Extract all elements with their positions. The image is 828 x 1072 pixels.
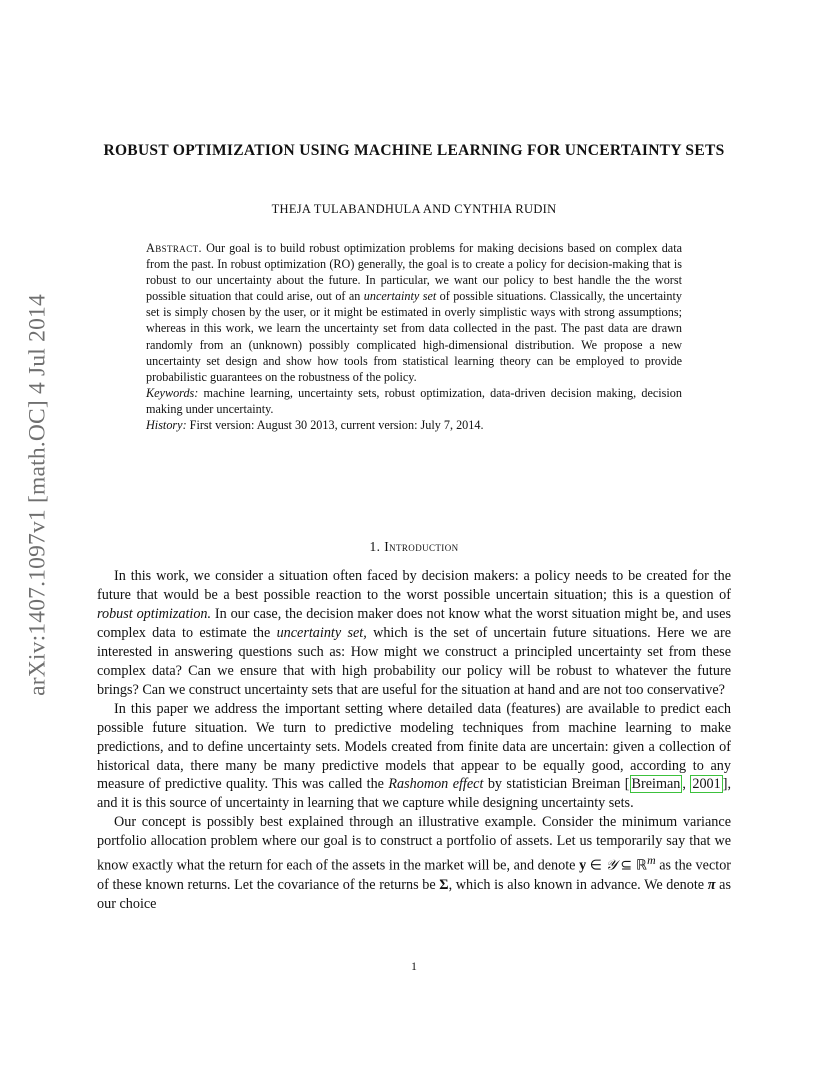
abstract-section	[146, 240, 682, 433]
page-number: 1	[411, 961, 417, 973]
math-sigma: Σ	[439, 876, 449, 893]
abstract-text-part: Our goal is to build robust optimization problems for making decisions based on complex data from the past. In robust optimization (RO) generally, the goal is to create a policy for decision-making that is robust to our uncertainty about the future. In particular, we want our policy to best handle the the worst possible situation that could arise, out of an	[146, 241, 682, 304]
paper-title: ROBUST OPTIMIZATION USING MACHINE LEARNING FOR UNCERTAINTY SETS	[103, 142, 725, 159]
body-text: In this paper we address the important setting where detailed data (features) are available to predict each possible future situation. We turn to predictive modeling techniques from machine learning to make predictions, and to define uncertainty sets. Models created from finite data are uncertain: given a collection of historical data, there many be many predictive models that appear to be equally good, according to any measure of predictive quality. This was called the	[97, 700, 731, 793]
abstract-emphasis: uncertainty set	[363, 289, 437, 304]
body-text: by statistician Breiman	[483, 776, 625, 793]
body-paragraph	[97, 813, 731, 914]
body-text: , which is also known in advance. We denote	[448, 876, 708, 893]
math-superscript: m	[647, 853, 656, 868]
abstract-label: Abstract.	[146, 241, 202, 255]
body-text: Our concept is possibly best explained through an illustrative example. Consider the minimum variance portfolio allocation problem where our goal is to construct a portfolio of assets. Let us temporarily say that we know exactly what the return for each of the assets in the market will be, and denote	[97, 814, 731, 875]
citation-link-author[interactable]: Breiman	[631, 776, 681, 793]
section-number: 1.	[369, 539, 385, 554]
arxiv-sidebar	[18, 290, 58, 700]
body-text: In our case, the decision maker does not know what the worst situation might be, and uses complex data to estimate the	[97, 605, 731, 641]
body-paragraph: In this paper we address the important setting where detailed data (features) are available to predict each possible future situation. We turn to predictive modeling techniques from machine learning to make predictions, and to define uncertainty sets. Models created from finite data are uncertain: given a collection of historical data, there many be many predictive models that appear to be equally good, according to any measure of predictive quality. This was called the Rashomon effect by statistician Breiman [ Breiman , 2001 ], and it is this source of uncertainty in learning that we capture while designing uncertainty sets.	[97, 700, 732, 812]
math-pi: π	[707, 876, 716, 893]
body-paragraph	[97, 567, 731, 700]
section-title: Introduction	[384, 539, 459, 554]
math-vector-y: y	[579, 858, 587, 875]
body-emphasis: uncertainty set,	[276, 624, 367, 641]
history-text: First version: August 30 2013, current version: July 7, 2014.	[186, 418, 484, 433]
body-text: In this work, we consider a situation often faced by decision makers: a policy needs to be created for the future that would be a best possible reaction to the worst possible uncertain situation; this is a question of	[97, 568, 731, 603]
section-heading-introduction	[97, 539, 731, 555]
math-symbol: ∈	[586, 858, 606, 875]
body-text: which is the set of uncertain future situations. Here we are interested in answering questions such as: How might we construct a principled uncertainty set from these complex data? Can we ensure that with high probability our policy will be robust to whatever the future brings? Can we construct uncertainty sets that are useful for the situation at hand and are not too conservative?	[97, 624, 731, 698]
introduction-body	[97, 567, 731, 914]
keywords-label: Keywords:	[146, 385, 199, 400]
keywords-line	[146, 385, 682, 417]
body-emphasis: robust optimization.	[97, 605, 212, 622]
math-symbol: ⊆ ℝ	[616, 858, 648, 875]
paper-authors: THEJA TULABANDHULA AND CYNTHIA RUDIN	[271, 202, 557, 216]
history-line	[146, 417, 682, 433]
body-text: as our choice	[97, 876, 731, 912]
body-text: as the vector of these known returns. Let the covariance of the returns be	[97, 858, 732, 893]
abstract-text-part: of possible situations. Classically, the uncertainty set is simply chosen by the user, or it might be estimated in overly simplistic ways with strong assumptions; whereas in this work, we learn the uncertainty set from data collected in the past. The past data are drawn randomly from an (unknown) possibly complicated high-dimensional distribution. We propose a new uncertainty set design and show how tools from statistical learning theory can be employed to provide probabilistic guarantees on the robustness of the policy.	[146, 289, 682, 384]
math-set-y: 𝒴	[605, 858, 617, 875]
citation-link-year[interactable]: 2001	[692, 776, 721, 793]
abstract-paragraph	[146, 240, 682, 385]
keywords-text: machine learning, uncertainty sets, robust optimization, data-driven decision making, decision making under uncertainty.	[146, 385, 682, 416]
body-emphasis: Rashomon effect	[388, 776, 484, 793]
body-text: , and it is this source of uncertainty in learning that we capture while designing uncertainty sets.	[97, 776, 732, 812]
history-label: History:	[146, 418, 187, 433]
arxiv-identifier: arXiv:1407.1097v1 [math.OC] 4 Jul 2014	[24, 294, 51, 696]
